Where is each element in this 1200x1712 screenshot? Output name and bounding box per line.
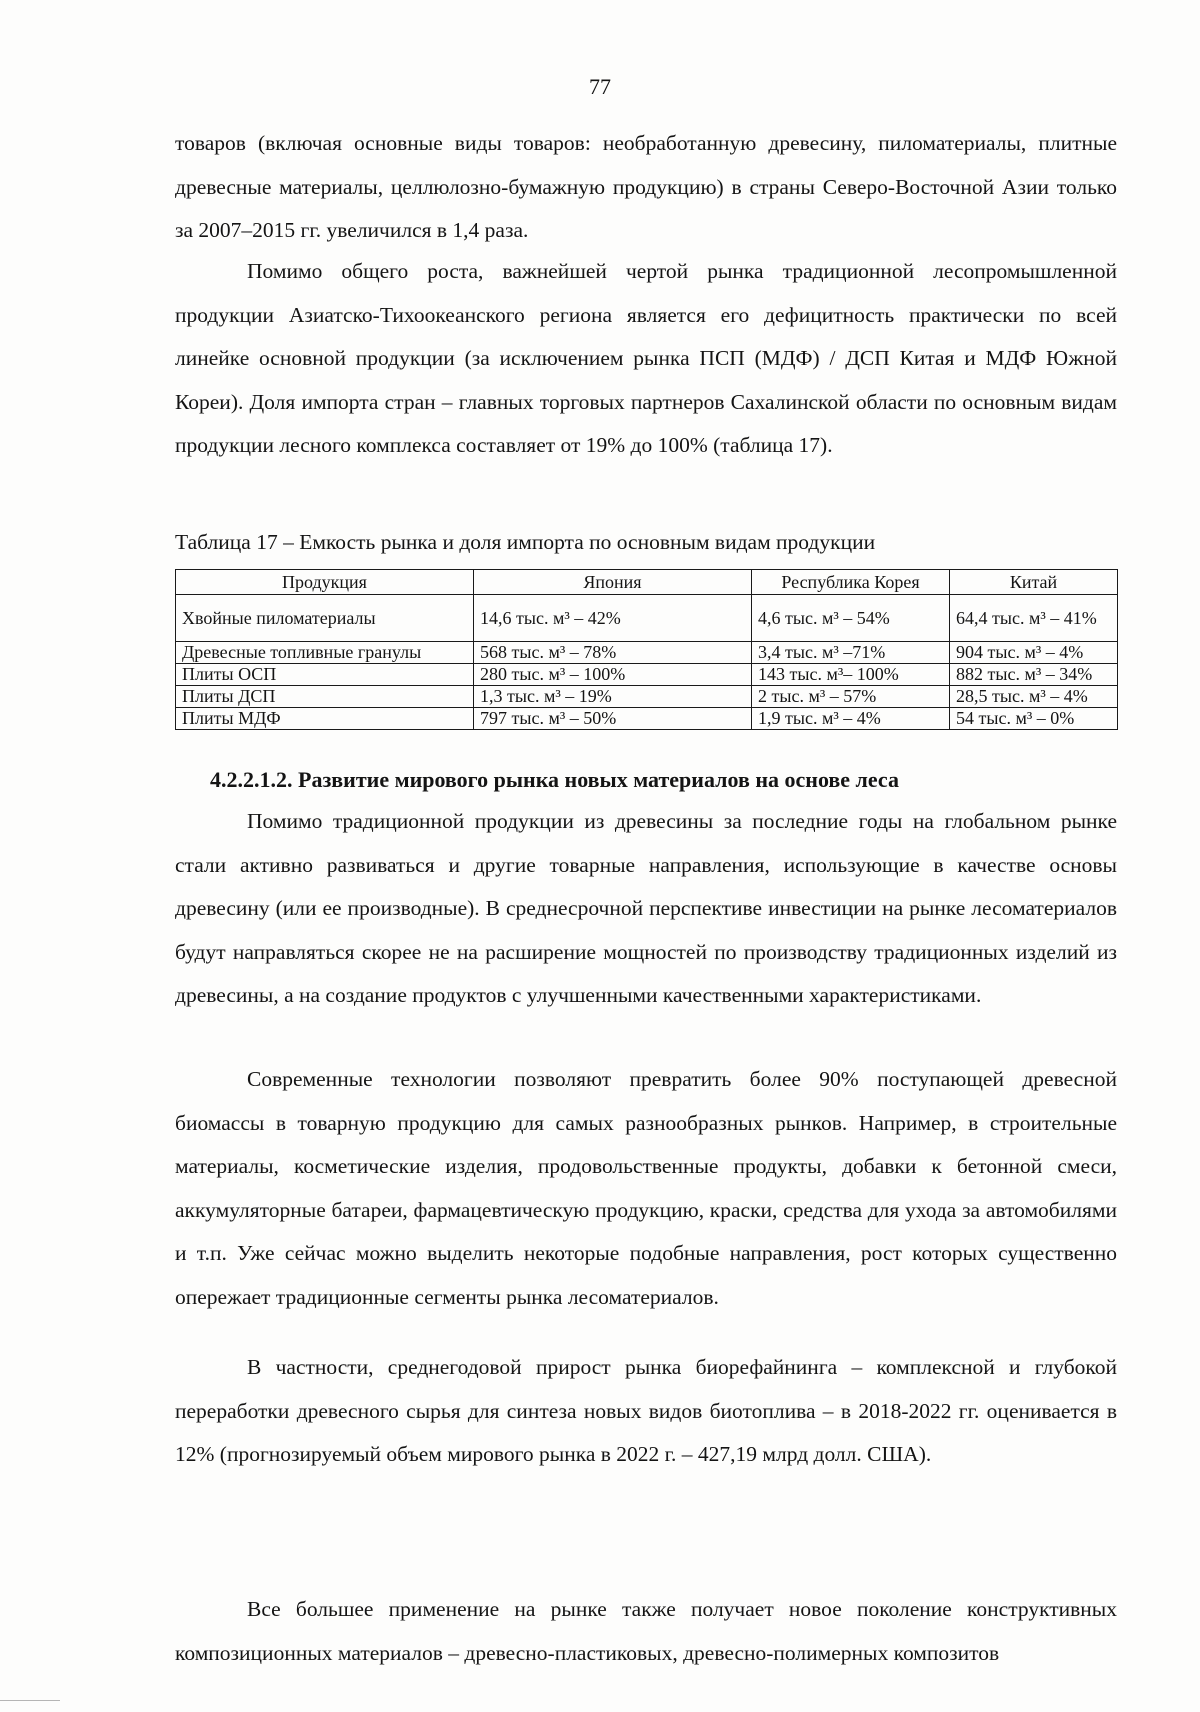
table-caption: Таблица 17 – Емкость рынка и доля импорта по основным видам продукции [175,530,876,554]
table-cell: Хвойные пиломатериалы [176,595,474,642]
paragraph-composites: Все большее применение на рынке также получает новое поколение конструктивных композиционных материалов – древесно-пластиковых, древесно-полимерных композитов [175,1597,1117,1665]
table-cell: Плиты МДФ [176,708,474,730]
paragraph-new-directions: Помимо традиционной продукции из древесины за последние годы на глобальном рынке стали активно развиваться и другие товарные направления, использующие в качестве основы древесину (или ее производные). В среднесрочной перспективе инвестиции на рынке лесоматериалов будут направляться скорее не на расширение мощностей по производству традиционных изделий из древесины, а на создание продуктов с улучшенными качественными характеристиками. [175,809,1117,1007]
table-cell: Древесные топливные гранулы [176,642,474,664]
table-cell: 2 тыс. м³ – 57% [752,686,950,708]
table-cell: 54 тыс. м³ – 0% [950,708,1118,730]
page-number: 77 [589,74,611,99]
table-cell: 28,5 тыс. м³ – 4% [950,686,1118,708]
market-import-table [175,569,1118,730]
table-row [176,664,1118,686]
section-heading: 4.2.2.1.2. Развитие мирового рынка новых материалов на основе леса [210,767,899,792]
table-cell: 1,9 тыс. м³ – 4% [752,708,950,730]
header-korea: Республика Корея [752,570,950,595]
table-cell: Плиты ОСП [176,664,474,686]
paragraph-market-deficit: Помимо общего роста, важнейшей чертой рынка традиционной лесопромышленной продукции Азиатско-Тихоокеанского региона является его дефицитность практически по всей линейке основной продукции (за исключением рынка ПСП (МДФ) / ДСП Китая и МДФ Южной Кореи). Доля импорта стран – главных торговых партнеров Сахалинской области по основным видам продукции лесного комплекса составляет от 19% до 100% (таблица 17). [175,259,1117,457]
scan-edge-line [0,1700,60,1701]
paragraph-biorefining: В частности, среднегодовой прирост рынка биорефайнинга – комплексной и глубокой переработки древесного сырья для синтеза новых видов биотоплива – в 2018-2022 гг. оценивается в 12% (прогнозируемый объем мирового рынка в 2022 г. – 427,19 млрд долл. США). [175,1355,1117,1466]
paragraph-continuation: товаров (включая основные виды товаров: необработанную древесину, пиломатериалы, плитные древесные материалы, целлюлозно-бумажную продукцию) в страны Северо-Восточной Азии только за 2007–2015 гг. увеличился в 1,4 раза. [175,131,1117,242]
table-row [176,642,1118,664]
table-cell: 14,6 тыс. м³ – 42% [474,595,752,642]
table-cell: 143 тыс. м³– 100% [752,664,950,686]
table-cell: 568 тыс. м³ – 78% [474,642,752,664]
table-cell: 64,4 тыс. м³ – 41% [950,595,1118,642]
paragraph-technologies: Современные технологии позволяют превратить более 90% поступающей древесной биомассы в товарную продукцию для самых разнообразных рынков. Например, в строительные материалы, косметические изделия, продовольственные продукты, добавки к бетонной смеси, аккумуляторные батареи, фармацевтическую продукцию, краски, средства для ухода за автомобилями и т.п. Уже сейчас можно выделить некоторые подобные направления, рост которых существенно опережает традиционные сегменты рынка лесоматериалов. [175,1067,1117,1309]
header-product: Продукция [176,570,474,595]
table-cell: 904 тыс. м³ – 4% [950,642,1118,664]
header-japan: Япония [474,570,752,595]
table-cell: 797 тыс. м³ – 50% [474,708,752,730]
table-row [176,708,1118,730]
header-china: Китай [950,570,1118,595]
table-header-row [176,570,1118,595]
table-cell: 882 тыс. м³ – 34% [950,664,1118,686]
table-cell: 3,4 тыс. м³ –71% [752,642,950,664]
table-cell: 1,3 тыс. м³ – 19% [474,686,752,708]
table-cell: 4,6 тыс. м³ – 54% [752,595,950,642]
table-cell: Плиты ДСП [176,686,474,708]
table-row [176,595,1118,642]
table-row [176,686,1118,708]
table-cell: 280 тыс. м³ – 100% [474,664,752,686]
